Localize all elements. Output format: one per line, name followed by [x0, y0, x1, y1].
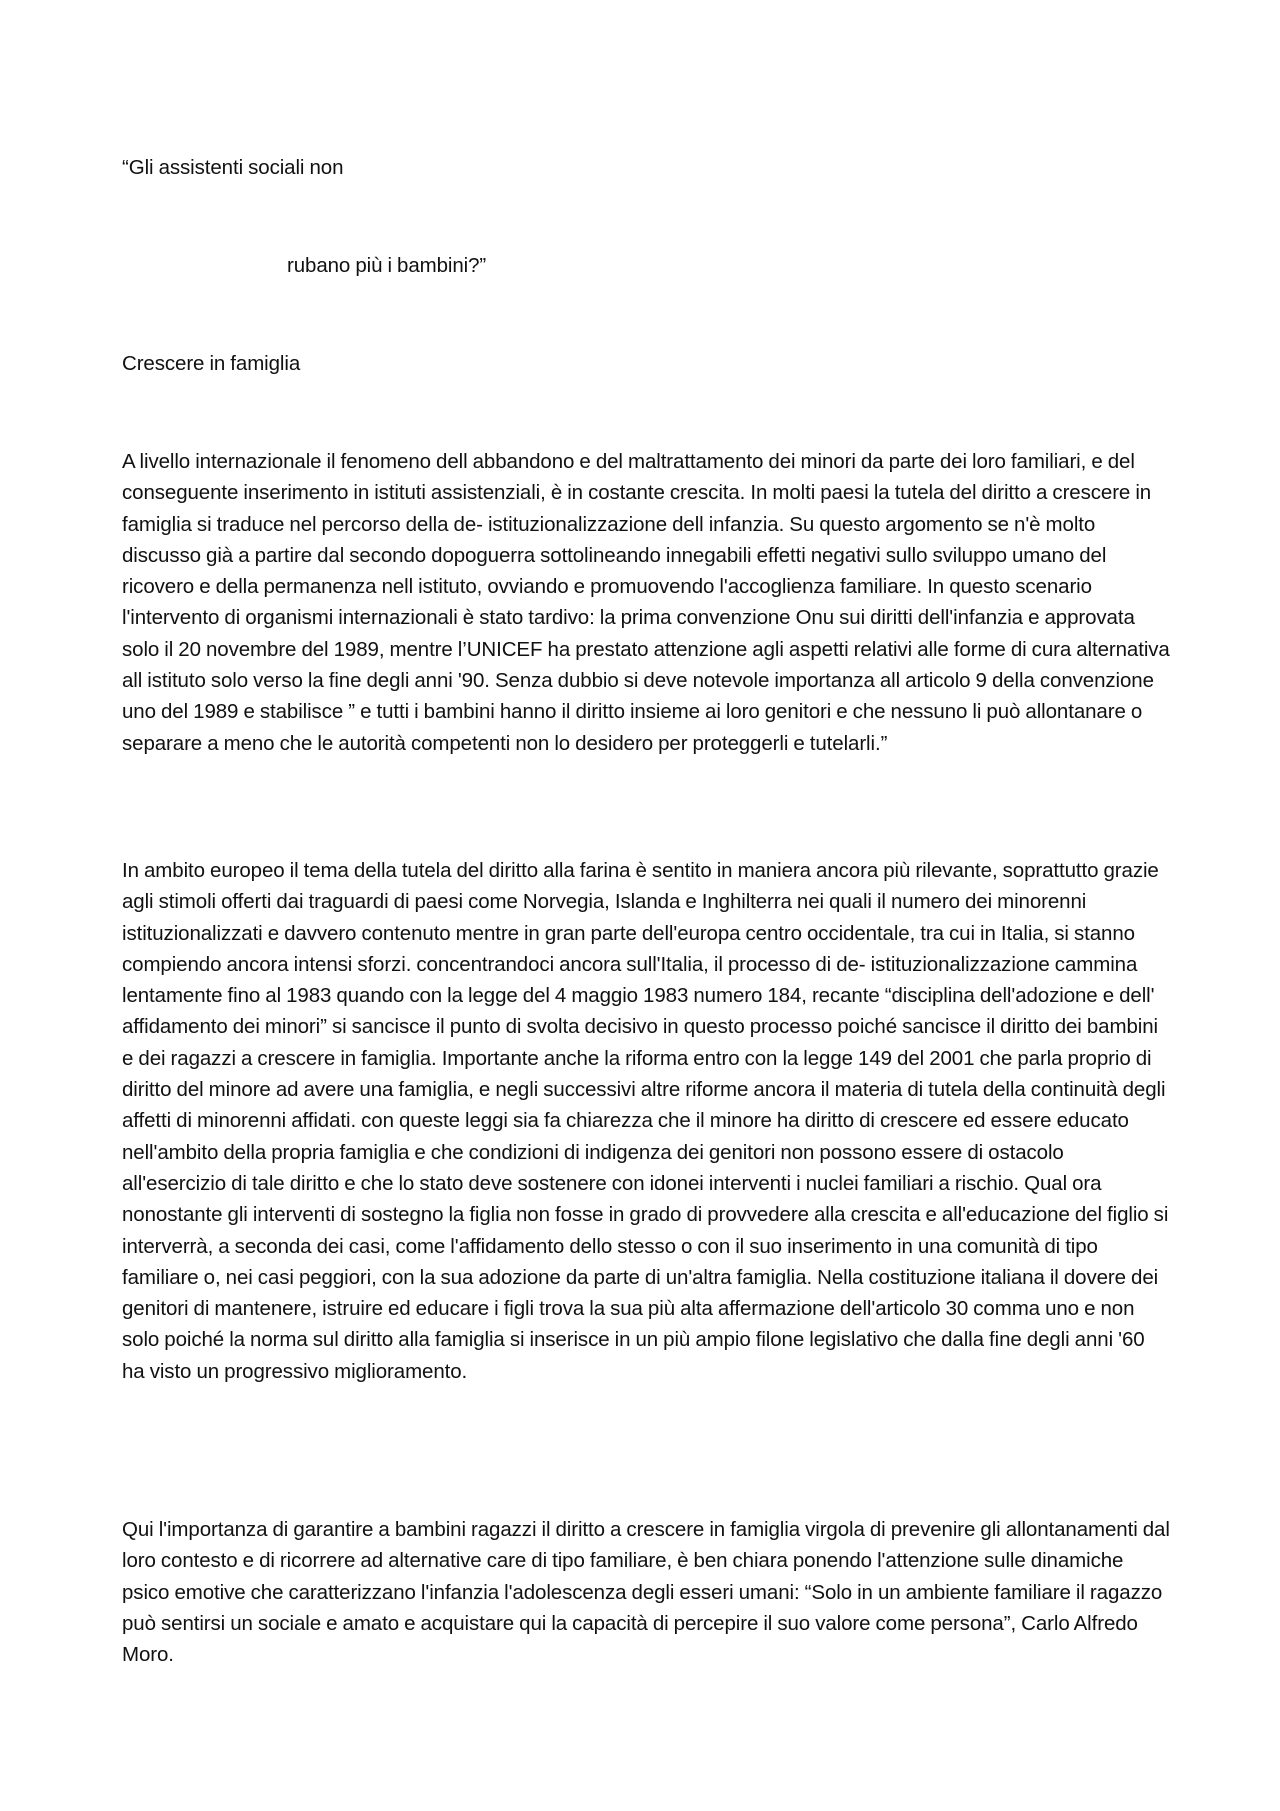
paragraph-3: Qui l'importanza di garantire a bambini ragazzi il diritto a crescere in famiglia virgola di prevenire gli allontanamenti dal loro contesto e di ricorrere ad alternative care di tipo familiare, è ben chiara ponendo l'attenzione sulle dinamiche psico emotive che caratterizzano l'infanzia l'adolescenza degli esseri umani: “Solo in un ambiente familiare il ragazzo può sentirsi un sociale e amato e acquistare qui la capacità di percepire il suo valore come persona”, Carlo Alfredo Moro.	[122, 1518, 1170, 1667]
paragraph-2: In ambito europeo il tema della tutela del diritto alla farina è sentito in maniera ancora più rilevante, soprattutto grazie agli stimoli offerti dai traguardi di paesi come Norvegia, Islanda e Inghilterra nei quali il numero dei minorenni istituzionalizzati e davvero contenuto mentre in gran parte dell'europa centro occidentale, tra cui in Italia, si stanno compiendo ancora intensi sforzi. concentrandoci ancora sull'Italia, il processo di de- istituzionalizzazione cammina lentamente fino al 1983 quando con la legge del 4 maggio 1983 numero 184, recante “disciplina dell'adozione e dell' affidamento dei minori” si sancisce il punto di svolta decisivo in questo processo poiché sancisce il diritto dei bambini e dei ragazzi a crescere in famiglia. Importante anche la riforma entro con la legge 149 del 2001 che parla proprio di diritto del minore ad avere una famiglia, e negli successivi altre riforme ancora il materia di tutela della continuità degli affetti di minorenni affidati. con queste leggi sia fa chiarezza che il minore ha diritto di crescere ed essere educato nell'ambito della propria famiglia e che condizioni di indigenza dei genitori non possono essere di ostacolo all'esercizio di tale diritto e che lo stato deve sostenere con idonei interventi i nuclei familiari a rischio. Qual ora nonostante gli interventi di sostegno la figlia non fosse in grado di provvedere alla crescita e all'educazione del figlio si interverrà, a seconda dei casi, come l'affidamento dello stesso o con il suo inserimento in una comunità di tipo familiare o, nei casi peggiori, con la sua adozione da parte di un'altra famiglia. Nella costituzione italiana il dovere dei genitori di mantenere, istruire ed educare i figli trova la sua più alta affermazione dell'articolo 30 comma uno e non solo poiché la norma sul diritto alla famiglia si inserisce in un più ampio filone legislativo che dalla fine degli anni '60 ha visto un progressivo miglioramento.	[122, 859, 1169, 1383]
section-heading: Crescere in famiglia	[122, 352, 301, 375]
document-title-line-2: rubano più i bambini?”	[287, 254, 487, 277]
document-title-line-1: “Gli assistenti sociali non	[122, 156, 344, 179]
paragraph-1: A livello internazionale il fenomeno dell abbandono e del maltrattamento dei minori da parte dei loro familiari, e del conseguente inserimento in istituti assistenziali, è in costante crescita. In molti paesi la tutela del diritto a crescere in famiglia si traduce nel percorso della de- istituzionalizzazione dell infanzia. Su questo argomento se n'è molto discusso già a partire dal secondo dopoguerra sottolineando innegabili effetti negativi sullo sviluppo umano del ricovero e della permanenza nell istituto, ovviando e promuovendo l'accoglienza familiare. In questo scenario l'intervento di organismi internazionali è stato tardivo: la prima convenzione Onu sui diritti dell'infanzia e approvata solo il 20 novembre del 1989, mentre l’UNICEF ha prestato attenzione agli aspetti relativi alle forme di cura alternativa all istituto solo verso la fine degli anni '90. Senza dubbio si deve notevole importanza all articolo 9 della convenzione uno del 1989 e stabilisce ” e tutti i bambini hanno il diritto insieme ai loro genitori e che nessuno li può allontanare o separare a meno che le autorità competenti non lo desidero per proteggerli e tutelarli.”	[122, 450, 1170, 755]
